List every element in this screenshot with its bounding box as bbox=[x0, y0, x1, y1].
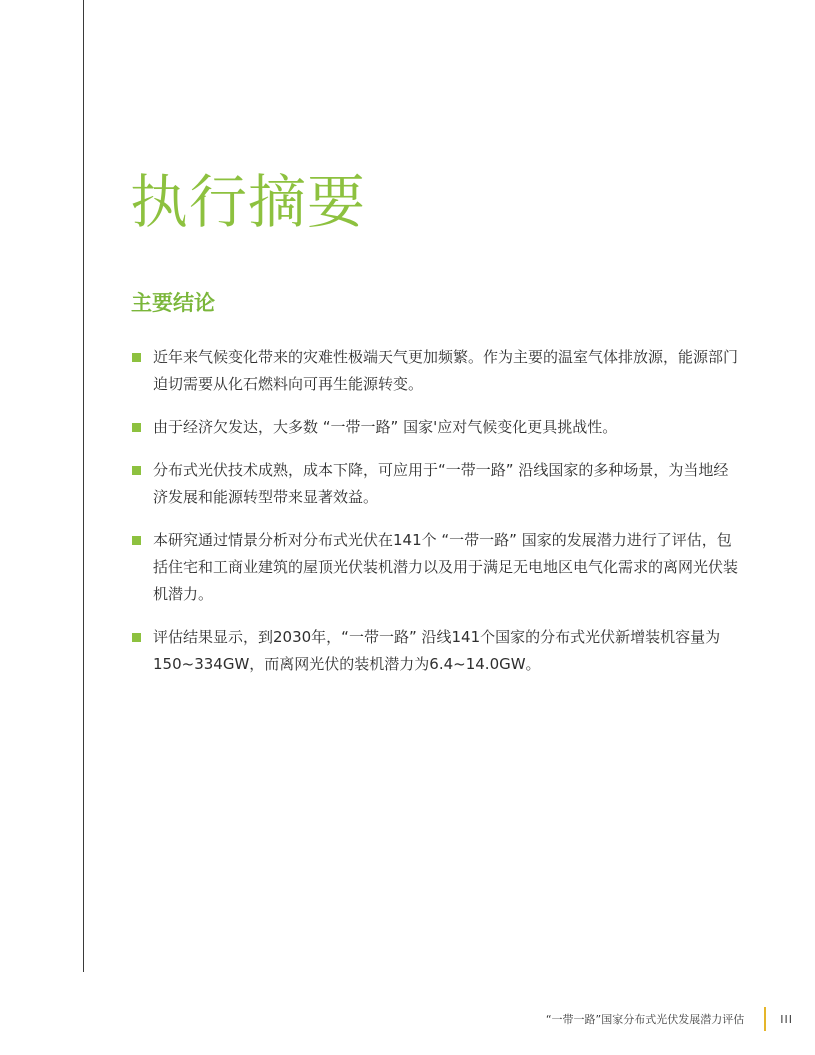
list-item bbox=[131, 344, 741, 398]
square-bullet-icon bbox=[132, 423, 141, 432]
footer-report-title: “一带一路”国家分布式光伏发展潜力评估 bbox=[545, 1013, 745, 1026]
square-bullet-icon bbox=[132, 633, 141, 642]
finding-text: 分布式光伏技术成熟，成本下降，可应用于“一带一路” 沿线国家的多种场景，为当地经济发展和能源转型带来显著效益。 bbox=[153, 461, 729, 506]
list-item bbox=[131, 624, 741, 678]
list-item bbox=[131, 414, 741, 441]
finding-text: 评估结果显示，到2030年，“一带一路” 沿线141个国家的分布式光伏新增装机容量为150~334GW，而离网光伏的装机潜力为6.4~14.0GW。 bbox=[153, 628, 721, 673]
page-footer bbox=[546, 1007, 793, 1031]
margin-rule bbox=[83, 0, 84, 972]
list-item bbox=[131, 527, 741, 608]
list-item bbox=[131, 457, 741, 511]
key-findings-list bbox=[131, 344, 741, 694]
page-number: III bbox=[780, 1012, 793, 1026]
finding-text: 由于经济欠发达，大多数 “一带一路” 国家'应对气候变化更具挑战性。 bbox=[153, 418, 618, 436]
section-heading: 主要结论 bbox=[131, 291, 215, 315]
square-bullet-icon bbox=[132, 536, 141, 545]
page-title: 执行摘要 bbox=[130, 168, 367, 236]
finding-text: 近年来气候变化带来的灾难性极端天气更加频繁。作为主要的温室气体排放源，能源部门迫切需要从化石燃料向可再生能源转变。 bbox=[153, 348, 739, 393]
square-bullet-icon bbox=[132, 353, 141, 362]
footer-divider bbox=[764, 1007, 766, 1031]
finding-text: 本研究通过情景分析对分布式光伏在141个 “一带一路” 国家的发展潜力进行了评估，包括住宅和工商业建筑的屋顶光伏装机潜力以及用于满足无电地区电气化需求的离网光伏装机潜力。 bbox=[153, 531, 739, 603]
square-bullet-icon bbox=[132, 466, 141, 475]
